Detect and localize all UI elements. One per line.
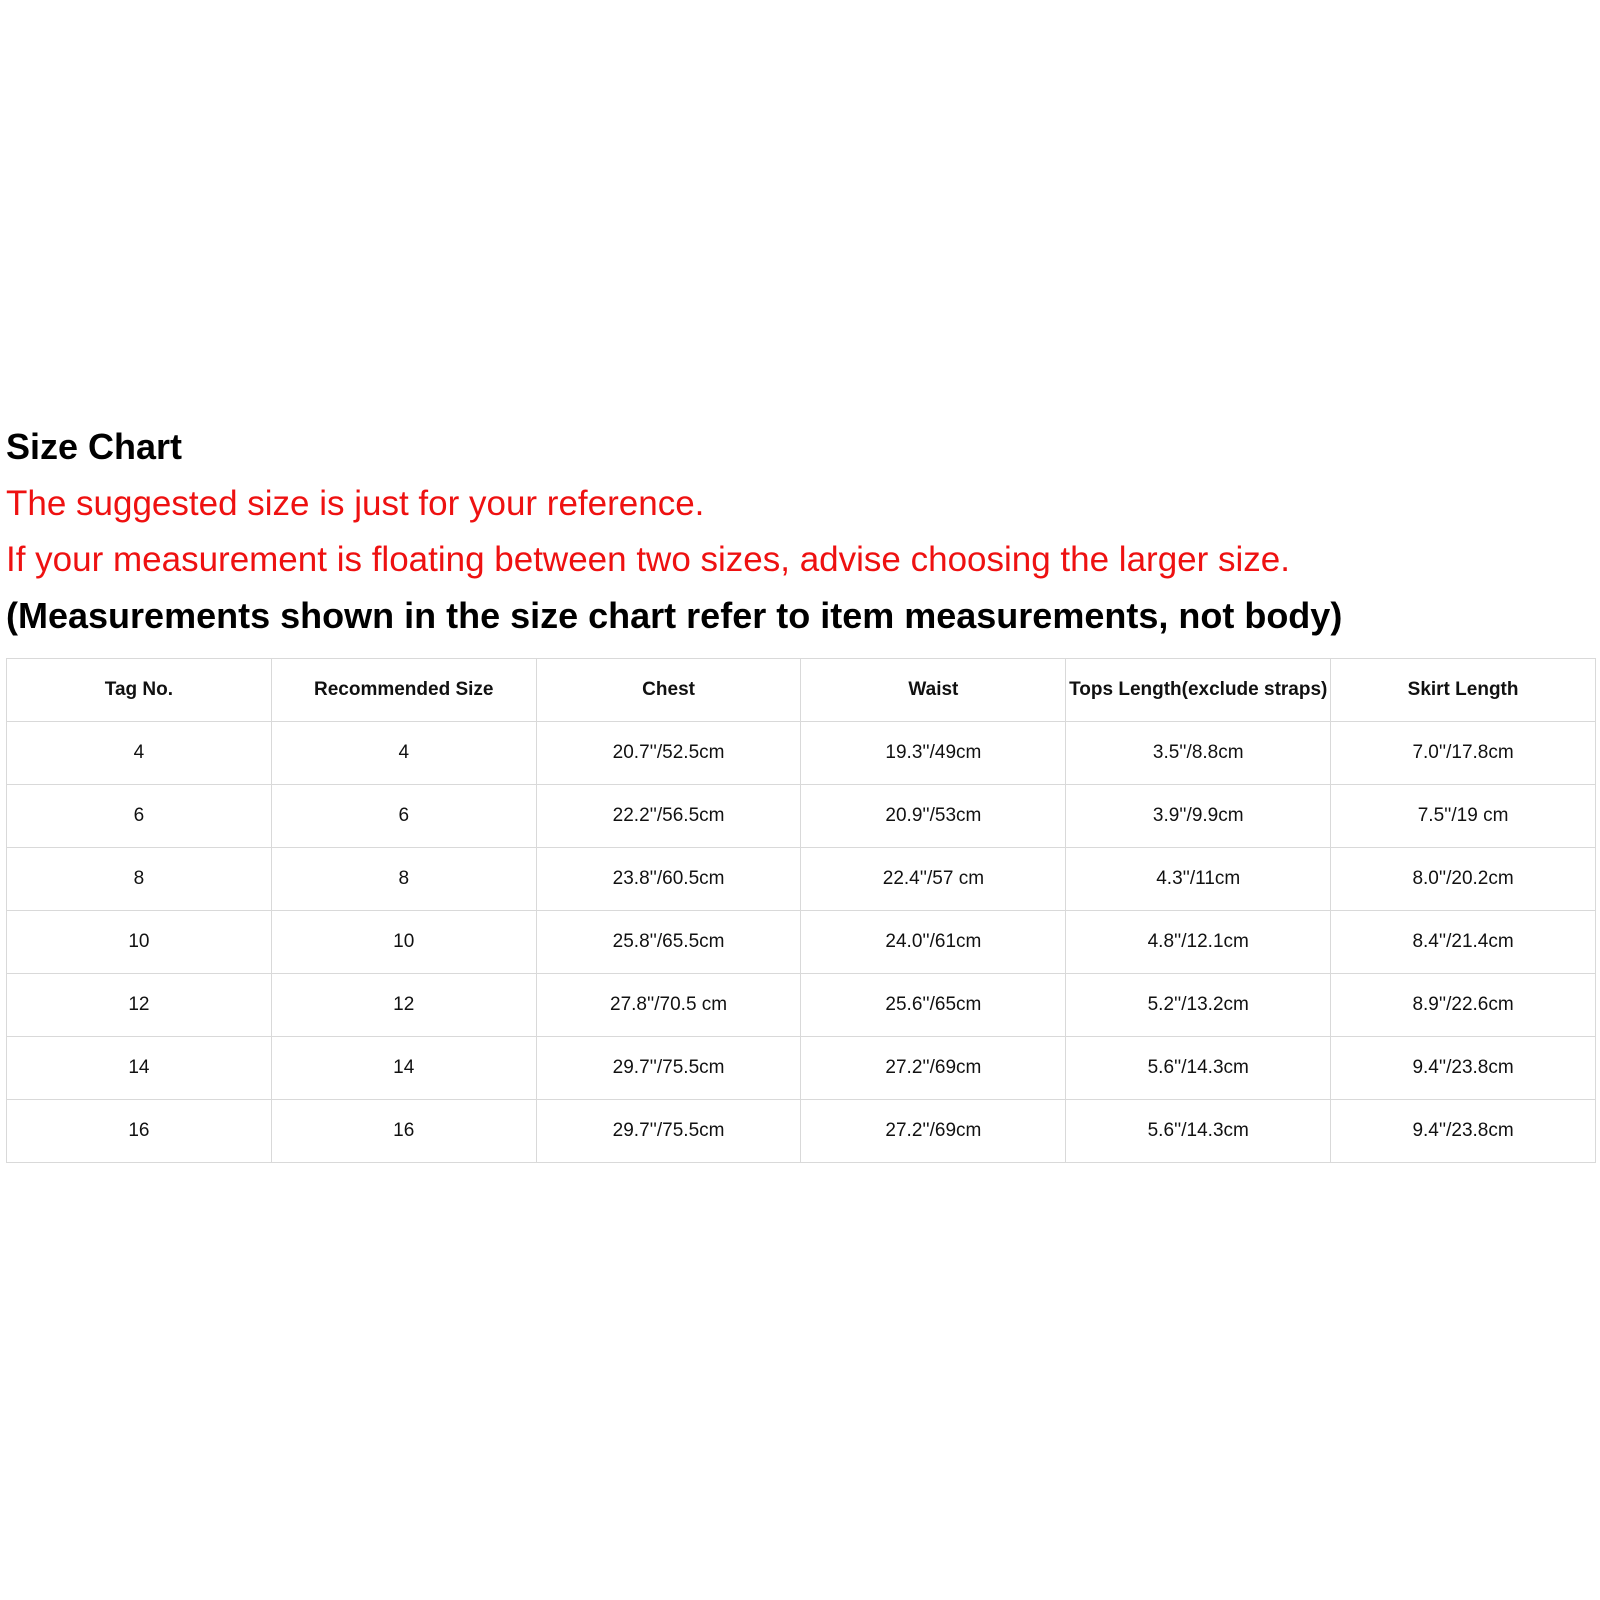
cell-waist: 27.2''/69cm bbox=[801, 1037, 1066, 1100]
table-row bbox=[7, 911, 1596, 974]
cell-tops-length: 3.9''/9.9cm bbox=[1066, 785, 1331, 848]
cell-recommended-size: 6 bbox=[271, 785, 536, 848]
cell-tag-no: 4 bbox=[7, 722, 272, 785]
cell-tag-no: 12 bbox=[7, 974, 272, 1037]
cell-recommended-size: 14 bbox=[271, 1037, 536, 1100]
reference-note: The suggested size is just for your reference. bbox=[6, 484, 705, 523]
cell-chest: 25.8''/65.5cm bbox=[536, 911, 801, 974]
cell-skirt-length: 9.4''/23.8cm bbox=[1331, 1037, 1596, 1100]
cell-recommended-size: 4 bbox=[271, 722, 536, 785]
cell-tops-length: 4.3''/11cm bbox=[1066, 848, 1331, 911]
column-header-tops-length: Tops Length(exclude straps) bbox=[1066, 659, 1331, 722]
cell-tag-no: 10 bbox=[7, 911, 272, 974]
cell-chest: 27.8''/70.5 cm bbox=[536, 974, 801, 1037]
cell-chest: 23.8''/60.5cm bbox=[536, 848, 801, 911]
cell-chest: 20.7''/52.5cm bbox=[536, 722, 801, 785]
cell-chest: 29.7''/75.5cm bbox=[536, 1100, 801, 1163]
cell-tops-length: 3.5''/8.8cm bbox=[1066, 722, 1331, 785]
cell-skirt-length: 8.0''/20.2cm bbox=[1331, 848, 1596, 911]
cell-skirt-length: 8.9''/22.6cm bbox=[1331, 974, 1596, 1037]
cell-waist: 19.3''/49cm bbox=[801, 722, 1066, 785]
cell-waist: 22.4''/57 cm bbox=[801, 848, 1066, 911]
size-chart-header bbox=[6, 426, 1596, 636]
size-table bbox=[6, 658, 1596, 1163]
table-row bbox=[7, 722, 1596, 785]
table-row bbox=[7, 1037, 1596, 1100]
table-row bbox=[7, 974, 1596, 1037]
cell-skirt-length: 7.5''/19 cm bbox=[1331, 785, 1596, 848]
cell-recommended-size: 8 bbox=[271, 848, 536, 911]
table-row bbox=[7, 1100, 1596, 1163]
cell-tops-length: 4.8''/12.1cm bbox=[1066, 911, 1331, 974]
cell-recommended-size: 12 bbox=[271, 974, 536, 1037]
measurement-disclaimer: (Measurements shown in the size chart refer to item measurements, not body) bbox=[6, 595, 1343, 636]
table-row bbox=[7, 785, 1596, 848]
table-header-row bbox=[7, 659, 1596, 722]
column-header-skirt-length: Skirt Length bbox=[1331, 659, 1596, 722]
cell-skirt-length: 7.0''/17.8cm bbox=[1331, 722, 1596, 785]
cell-recommended-size: 10 bbox=[271, 911, 536, 974]
page-title: Size Chart bbox=[6, 426, 183, 467]
table-row bbox=[7, 848, 1596, 911]
column-header-waist: Waist bbox=[801, 659, 1066, 722]
cell-tops-length: 5.6''/14.3cm bbox=[1066, 1100, 1331, 1163]
cell-waist: 20.9''/53cm bbox=[801, 785, 1066, 848]
column-header-recommended-size: Recommended Size bbox=[271, 659, 536, 722]
cell-tag-no: 14 bbox=[7, 1037, 272, 1100]
cell-chest: 22.2''/56.5cm bbox=[536, 785, 801, 848]
sizing-advice-note: If your measurement is floating between two sizes, advise choosing the larger size. bbox=[6, 540, 1290, 579]
column-header-chest: Chest bbox=[536, 659, 801, 722]
cell-waist: 24.0''/61cm bbox=[801, 911, 1066, 974]
cell-tag-no: 8 bbox=[7, 848, 272, 911]
cell-recommended-size: 16 bbox=[271, 1100, 536, 1163]
cell-waist: 25.6''/65cm bbox=[801, 974, 1066, 1037]
cell-tops-length: 5.6''/14.3cm bbox=[1066, 1037, 1331, 1100]
cell-waist: 27.2''/69cm bbox=[801, 1100, 1066, 1163]
column-header-tag-no: Tag No. bbox=[7, 659, 272, 722]
cell-tag-no: 16 bbox=[7, 1100, 272, 1163]
cell-skirt-length: 9.4''/23.8cm bbox=[1331, 1100, 1596, 1163]
cell-tag-no: 6 bbox=[7, 785, 272, 848]
cell-tops-length: 5.2''/13.2cm bbox=[1066, 974, 1331, 1037]
cell-skirt-length: 8.4''/21.4cm bbox=[1331, 911, 1596, 974]
cell-chest: 29.7''/75.5cm bbox=[536, 1037, 801, 1100]
